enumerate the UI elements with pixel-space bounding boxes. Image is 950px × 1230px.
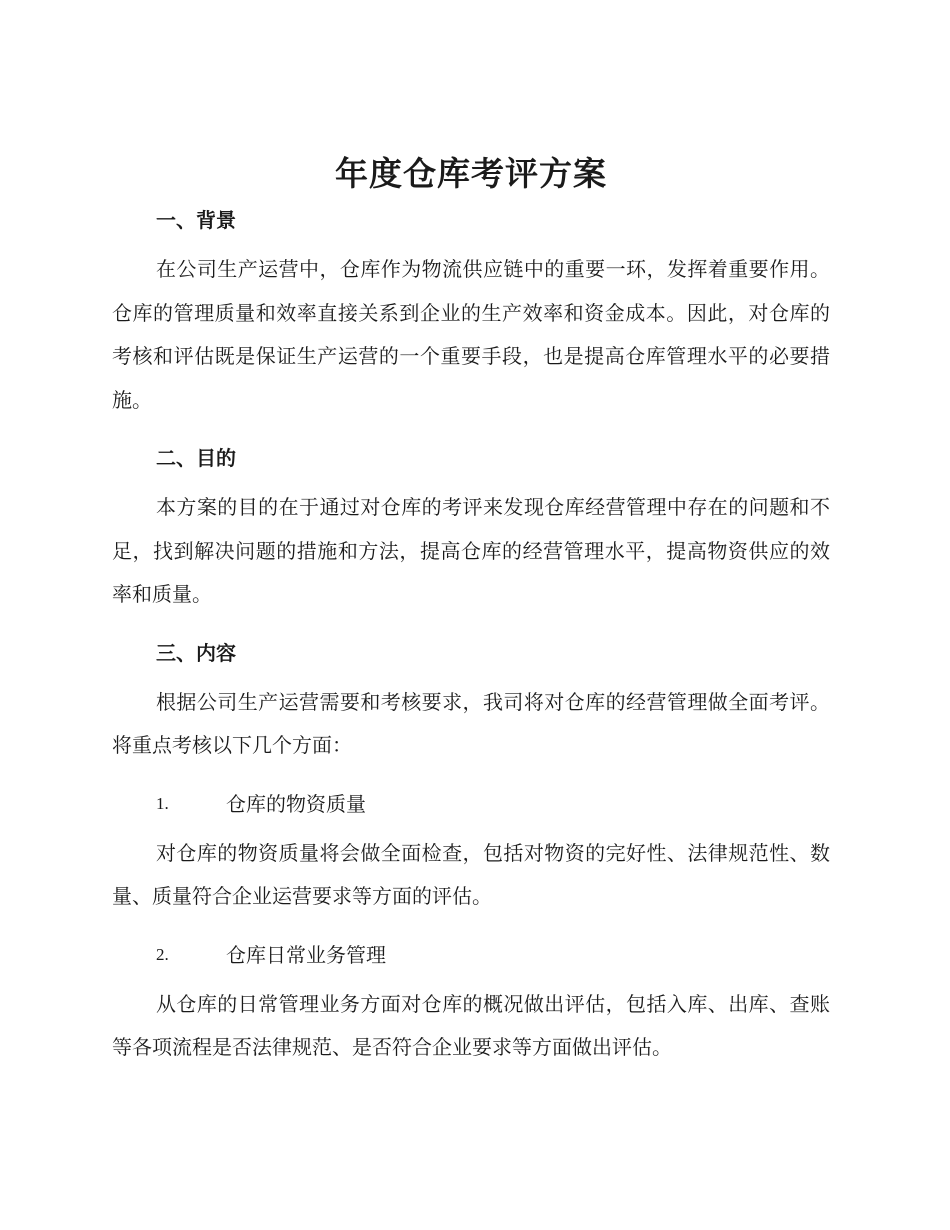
section-paragraph-background: 在公司生产运营中，仓库作为物流供应链中的重要一环，发挥着重要作用。仓库的管理质量和效率直接关系到企业的生产效率和资金成本。因此，对仓库的考核和评估既是保证生产运营的一个重要手段，也是提高仓库管理水平的必要措施。: [112, 257, 830, 412]
list-item-number: 1.: [156, 793, 169, 813]
section-heading-background: 一、背景: [156, 208, 236, 232]
list-item-number: 2.: [156, 944, 169, 964]
document-page: [112, 150, 830, 1070]
document-title: 年度仓库考评方案: [335, 154, 607, 193]
list-item-label: 仓库的物资质量: [226, 791, 366, 816]
list-item-material-quality: [112, 790, 830, 818]
section-heading-purpose: 二、目的: [156, 446, 236, 470]
list-item-label: 仓库日常业务管理: [226, 942, 386, 967]
list-item-paragraph-material-quality: 对仓库的物资质量将会做全面检查，包括对物资的完好性、法律规范性、数量、质量符合企业运营要求等方面的评估。: [112, 840, 830, 908]
section-paragraph-content: 根据公司生产运营需要和考核要求，我司将对仓库的经营管理做全面考评。将重点考核以下几个方面：: [112, 689, 830, 757]
section-heading-content: 三、内容: [156, 640, 236, 665]
list-item-daily-management: [112, 941, 830, 969]
list-item-paragraph-daily-management: 从仓库的日常管理业务方面对仓库的概况做出评估，包括入库、出库、查账等各项流程是否法律规范、是否符合企业要求等方面做出评估。: [112, 991, 830, 1059]
section-paragraph-purpose: 本方案的目的在于通过对仓库的考评来发现仓库经营管理中存在的问题和不足，找到解决问题的措施和方法，提高仓库的经营管理水平，提高物资供应的效率和质量。: [112, 495, 830, 606]
